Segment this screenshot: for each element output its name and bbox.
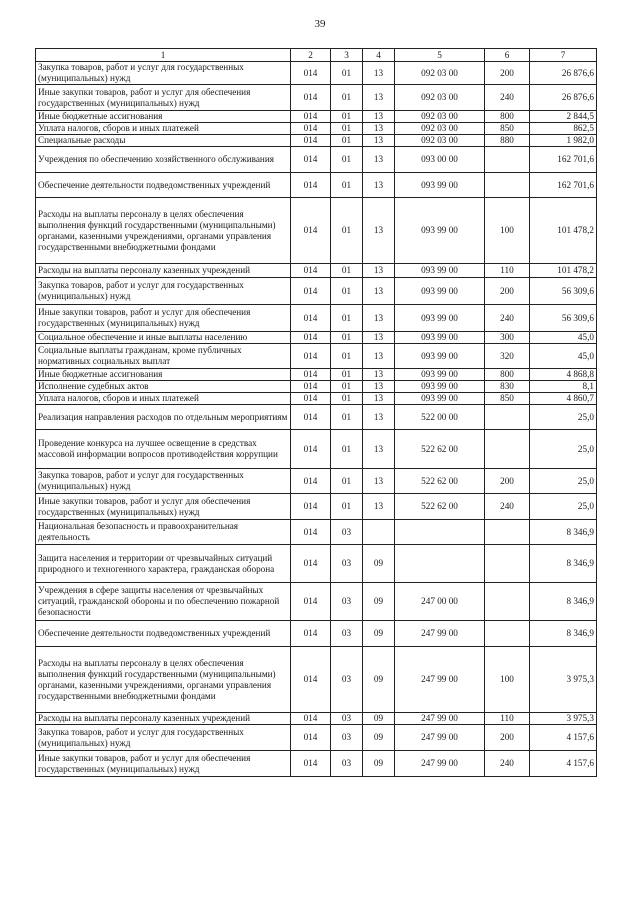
ministry-code: 014 [291,173,331,198]
row-description: Учреждения по обеспечению хозяйственного обслуживания [36,147,291,173]
expense-type-code [485,173,530,198]
amount: 8 346,9 [530,583,597,621]
amount: 26 876,6 [530,62,597,85]
section-code: 03 [331,647,363,713]
table-row [36,545,597,583]
row-description: Закупка товаров, работ и услуг для государственных (муниципальных) нужд [36,469,291,494]
ministry-code: 014 [291,545,331,583]
target-item-code: 093 99 00 [395,332,485,344]
ministry-code: 014 [291,647,331,713]
ministry-code: 014 [291,725,331,751]
table-row [36,621,597,647]
ministry-code: 014 [291,381,331,393]
column-header: 3 [331,49,363,62]
amount: 25,0 [530,469,597,494]
table-row [36,264,597,278]
table-row [36,111,597,123]
section-code: 01 [331,198,363,264]
amount: 162 701,6 [530,147,597,173]
row-description: Уплата налогов, сборов и иных платежей [36,123,291,135]
section-code: 01 [331,344,363,369]
subsection-code: 13 [363,381,395,393]
section-code: 03 [331,545,363,583]
column-header: 2 [291,49,331,62]
row-description: Иные закупки товаров, работ и услуг для обеспечения государственных (муниципальных) нужд [36,494,291,520]
row-description: Иные бюджетные ассигнования [36,369,291,381]
header-row [36,49,597,62]
row-description: Обеспечение деятельности подведомственных учреждений [36,621,291,647]
table-row [36,173,597,198]
amount: 3 975,3 [530,647,597,713]
amount: 56 309,6 [530,278,597,305]
row-description: Расходы на выплаты персоналу в целях обеспечения выполнения функций государственными (муниципальными) органами, казенными учреждениями, органами управления государственными внебюджетными фондами [36,198,291,264]
column-header: 1 [36,49,291,62]
subsection-code: 09 [363,713,395,725]
expense-type-code [485,430,530,469]
ministry-code: 014 [291,469,331,494]
amount: 101 478,2 [530,198,597,264]
amount: 56 309,6 [530,305,597,332]
amount: 3 975,3 [530,713,597,725]
subsection-code: 13 [363,62,395,85]
subsection-code: 13 [363,85,395,111]
row-description: Закупка товаров, работ и услуг для государственных (муниципальных) нужд [36,278,291,305]
amount: 8 346,9 [530,621,597,647]
subsection-code: 13 [363,344,395,369]
row-description: Расходы на выплаты персоналу в целях обеспечения выполнения функций государственными (муниципальными) органами, казенными учреждениями, органами управления государственными внебюджетными фондами [36,647,291,713]
table-row [36,469,597,494]
section-code: 03 [331,621,363,647]
section-code: 01 [331,494,363,520]
expense-type-code: 240 [485,751,530,777]
section-code: 01 [331,469,363,494]
ministry-code: 014 [291,332,331,344]
row-description: Социальные выплаты гражданам, кроме публичных нормативных социальных выплат [36,344,291,369]
expense-type-code: 240 [485,494,530,520]
row-description: Расходы на выплаты персоналу казенных учреждений [36,713,291,725]
amount: 8 346,9 [530,520,597,545]
target-item-code: 247 99 00 [395,725,485,751]
expense-type-code: 240 [485,85,530,111]
target-item-code: 247 99 00 [395,751,485,777]
section-code: 01 [331,123,363,135]
section-code: 01 [331,173,363,198]
row-description: Уплата налогов, сборов и иных платежей [36,393,291,405]
column-header: 4 [363,49,395,62]
row-description: Расходы на выплаты персоналу казенных учреждений [36,264,291,278]
expense-type-code [485,147,530,173]
ministry-code: 014 [291,621,331,647]
amount: 25,0 [530,494,597,520]
ministry-code: 014 [291,147,331,173]
expense-type-code: 240 [485,305,530,332]
table-row [36,147,597,173]
section-code: 01 [331,305,363,332]
section-code: 03 [331,713,363,725]
row-description: Иные закупки товаров, работ и услуг для обеспечения государственных (муниципальных) нужд [36,85,291,111]
table-row [36,430,597,469]
ministry-code: 014 [291,520,331,545]
amount: 101 478,2 [530,264,597,278]
subsection-code: 13 [363,494,395,520]
amount: 26 876,6 [530,85,597,111]
expense-type-code: 110 [485,264,530,278]
target-item-code [395,545,485,583]
expense-type-code: 800 [485,111,530,123]
subsection-code: 13 [363,469,395,494]
expense-type-code: 850 [485,393,530,405]
subsection-code: 13 [363,430,395,469]
subsection-code [363,520,395,545]
amount: 45,0 [530,344,597,369]
page-number: 39 [314,18,326,30]
row-description: Учреждения в сфере защиты населения от чрезвычайных ситуаций, гражданской обороны и по обеспечению пожарной безопасности [36,583,291,621]
subsection-code: 13 [363,147,395,173]
expense-type-code: 200 [485,62,530,85]
section-code: 01 [331,405,363,430]
table-body [36,62,597,777]
amount: 25,0 [530,430,597,469]
section-code: 01 [331,332,363,344]
table-row [36,135,597,147]
row-description: Иные закупки товаров, работ и услуг для обеспечения государственных (муниципальных) нужд [36,751,291,777]
ministry-code: 014 [291,111,331,123]
amount: 4 157,6 [530,725,597,751]
expense-type-code: 200 [485,469,530,494]
row-description: Национальная безопасность и правоохранительная деятельность [36,520,291,545]
table-row [36,344,597,369]
section-code: 01 [331,278,363,305]
ministry-code: 014 [291,305,331,332]
table-row [36,583,597,621]
amount: 862,5 [530,123,597,135]
subsection-code: 13 [363,369,395,381]
amount: 1 982,0 [530,135,597,147]
target-item-code: 092 03 00 [395,85,485,111]
expense-type-code [485,545,530,583]
expense-type-code: 300 [485,332,530,344]
row-description: Защита населения и территории от чрезвычайных ситуаций природного и техногенного характера, гражданская оборона [36,545,291,583]
expense-type-code [485,621,530,647]
ministry-code: 014 [291,264,331,278]
ministry-code: 014 [291,583,331,621]
ministry-code: 014 [291,430,331,469]
amount: 4 157,6 [530,751,597,777]
target-item-code: 093 99 00 [395,173,485,198]
table-row [36,332,597,344]
ministry-code: 014 [291,494,331,520]
amount: 4 860,7 [530,393,597,405]
expense-type-code [485,520,530,545]
table-row [36,713,597,725]
table-row [36,751,597,777]
section-code: 01 [331,147,363,173]
table-row [36,393,597,405]
subsection-code: 09 [363,647,395,713]
target-item-code: 093 99 00 [395,369,485,381]
table-row [36,305,597,332]
expense-type-code: 800 [485,369,530,381]
subsection-code: 09 [363,751,395,777]
target-item-code: 092 03 00 [395,62,485,85]
row-description: Иные закупки товаров, работ и услуг для обеспечения государственных (муниципальных) нужд [36,305,291,332]
expense-type-code: 200 [485,725,530,751]
expense-type-code [485,405,530,430]
ministry-code: 014 [291,405,331,430]
subsection-code: 13 [363,393,395,405]
expense-type-code [485,583,530,621]
target-item-code: 093 99 00 [395,305,485,332]
row-description: Исполнение судебных актов [36,381,291,393]
target-item-code: 247 99 00 [395,713,485,725]
ministry-code: 014 [291,135,331,147]
expense-type-code: 200 [485,278,530,305]
column-header: 5 [395,49,485,62]
target-item-code [395,520,485,545]
target-item-code: 093 99 00 [395,344,485,369]
row-description: Социальное обеспечение и иные выплаты населению [36,332,291,344]
target-item-code: 247 00 00 [395,583,485,621]
subsection-code: 13 [363,123,395,135]
ministry-code: 014 [291,713,331,725]
target-item-code: 093 99 00 [395,264,485,278]
table-row [36,62,597,85]
amount: 4 868,8 [530,369,597,381]
section-code: 03 [331,583,363,621]
expense-type-code: 320 [485,344,530,369]
subsection-code: 13 [363,135,395,147]
ministry-code: 014 [291,369,331,381]
ministry-code: 014 [291,393,331,405]
target-item-code: 093 99 00 [395,278,485,305]
subsection-code: 13 [363,198,395,264]
target-item-code: 522 00 00 [395,405,485,430]
table-row [36,725,597,751]
subsection-code: 13 [363,405,395,430]
subsection-code: 13 [363,111,395,123]
ministry-code: 014 [291,85,331,111]
section-code: 01 [331,85,363,111]
expense-type-code: 880 [485,135,530,147]
section-code: 01 [331,381,363,393]
expense-type-code: 850 [485,123,530,135]
table-row [36,381,597,393]
target-item-code: 092 03 00 [395,111,485,123]
expense-type-code: 100 [485,647,530,713]
subsection-code: 13 [363,173,395,198]
expense-type-code: 100 [485,198,530,264]
section-code: 03 [331,520,363,545]
target-item-code: 093 00 00 [395,147,485,173]
row-description: Закупка товаров, работ и услуг для государственных (муниципальных) нужд [36,725,291,751]
row-description: Проведение конкурса на лучшее освещение в средствах массовой информации вопросов противодействия коррупции [36,430,291,469]
row-description: Специальные расходы [36,135,291,147]
section-code: 03 [331,725,363,751]
row-description: Закупка товаров, работ и услуг для государственных (муниципальных) нужд [36,62,291,85]
row-description: Обеспечение деятельности подведомственных учреждений [36,173,291,198]
table-row [36,198,597,264]
ministry-code: 014 [291,198,331,264]
ministry-code: 014 [291,123,331,135]
section-code: 01 [331,393,363,405]
subsection-code: 13 [363,264,395,278]
target-item-code: 092 03 00 [395,123,485,135]
column-header: 6 [485,49,530,62]
target-item-code: 093 99 00 [395,393,485,405]
subsection-code: 13 [363,332,395,344]
subsection-code: 09 [363,583,395,621]
budget-table [35,48,597,777]
table-row [36,405,597,430]
target-item-code: 247 99 00 [395,621,485,647]
section-code: 01 [331,369,363,381]
table-row [36,647,597,713]
amount: 2 844,5 [530,111,597,123]
expense-type-code: 110 [485,713,530,725]
subsection-code: 09 [363,725,395,751]
ministry-code: 014 [291,751,331,777]
ministry-code: 014 [291,278,331,305]
subsection-code: 09 [363,621,395,647]
row-description: Иные бюджетные ассигнования [36,111,291,123]
table-row [36,123,597,135]
subsection-code: 09 [363,545,395,583]
subsection-code: 13 [363,278,395,305]
table-row [36,494,597,520]
row-description: Реализация направления расходов по отдельным мероприятиям [36,405,291,430]
section-code: 03 [331,751,363,777]
section-code: 01 [331,264,363,278]
column-header: 7 [530,49,597,62]
target-item-code: 522 62 00 [395,469,485,494]
target-item-code: 247 99 00 [395,647,485,713]
section-code: 01 [331,430,363,469]
amount: 8,1 [530,381,597,393]
expense-type-code: 830 [485,381,530,393]
target-item-code: 093 99 00 [395,381,485,393]
section-code: 01 [331,135,363,147]
ministry-code: 014 [291,344,331,369]
table-row [36,85,597,111]
table-row [36,369,597,381]
table-row [36,278,597,305]
subsection-code: 13 [363,305,395,332]
target-item-code: 093 99 00 [395,198,485,264]
amount: 45,0 [530,332,597,344]
target-item-code: 092 03 00 [395,135,485,147]
target-item-code: 522 62 00 [395,494,485,520]
amount: 25,0 [530,405,597,430]
amount: 8 346,9 [530,545,597,583]
section-code: 01 [331,111,363,123]
table-row [36,520,597,545]
target-item-code: 522 62 00 [395,430,485,469]
section-code: 01 [331,62,363,85]
ministry-code: 014 [291,62,331,85]
amount: 162 701,6 [530,173,597,198]
